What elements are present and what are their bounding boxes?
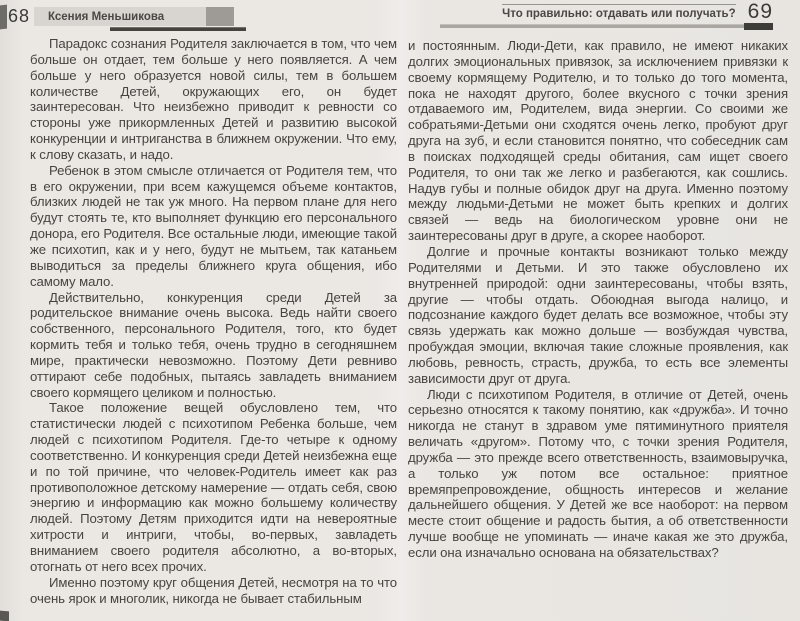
page-left-body [30,36,397,606]
paragraph: и постоянным. Люди-Дети, как правило, не имеют никаких долгих эмоциональных привязок, за исключением привязки к своему кормящему Родителю, и то только до того момента, пока не находят другого, более вкусного с точки зрения отдаваемого им, Родителем, вида энергии. Со своими же собратьями-Детьми они сходятся очень легко, пробуют друг друга на зуб, и если становится понятно, что собеседник сам в поисках подходящей среды обитания, сам ищет своего Родителя, то они так же легко и разбегаются, как сошлись. Надув губы и полные обидок друг на друга. Именно поэтому между людьми-Детьми не может быть крепких и долгих связей — ведь на биологическом уровне они не заинтересованы друг в друге, а скорее наоборот. [408,38,788,244]
paragraph: Действительно, конкуренция среди Детей за родительское внимание очень высока. Ведь найти своего собственного, персонального Родителя, того, кто будет кормить тебя и только тебя, очень трудно в сегодняшнем мире, практически невозможно. Поэтому Дети ревниво оттирают себе подобных, пытаясь завладеть вниманием своего кормящего целиком и полностью. [30,289,397,400]
header-decoration-block-right [744,23,773,30]
paragraph: Такое положение вещей обусловлено тем, что статистически людей с психотипом Ребенка больше, чем людей с психотипом Родителя. Где-то четыре к одному соответственно. И конкуренция среди Детей неизбежна еще и по той причине, что человек-Родитель имеет как раз противоположное детскому намерение — отдать себя, свою энергию и информацию как можно большему количеству людей. Поэтому Детям приходится идти на невероятные хитрости и интриги, чтобы, во-первых, завладеть вниманием своего родителя абсолютно, а во-вторых, отогнать от него всех прочих. [30,400,397,574]
page-right-header [440,0,773,28]
page-edge-shadow-bottom [0,611,9,621]
paragraph: Долгие и прочные контакты возникают только между Родителями и Детьми. И это также обусловлено их внутренней природой: одни заинтересованы, чтобы взять, другие — чтобы отдать. Обоюдная выгода налицо, и подсознание каждого будет делать все возможное, чтобы эту связь удержать как можно дольше — возбуждая чувства, пробуждая эмоции, включая такие сложные проявления, как любовь, ревность, страсть, дружба, то есть все элементы зависимости друг от друга. [408,243,788,386]
running-head-right: Что правильно: отдавать или получать? [502,4,735,22]
header-decoration-block-left [206,7,234,26]
page-number-left: 68 [8,6,31,26]
paragraph: Именно поэтому круг общения Детей, несмотря на то что очень ярок и многолик, никогда не бывает стабильным [30,574,397,606]
header-rule-right [440,24,773,28]
page-edge-shadow-top [0,5,7,30]
page-number-right: 69 [747,0,773,23]
running-head-left [34,7,206,26]
header-rule-left [110,27,246,31]
paragraph: Ребенок в этом смысле отличается от Родителя тем, что в его окружении, при всем кажущемся объеме контактов, близких людей не так уж много. На первом плане для него будут стоять те, кто выполняет функцию его персонального донора, его Родителя. Все остальные люди, имеющие такой же психотип, как и у него, будут не мытьем, так катаньем выводиться за пределы ближнего круга общения, ибо самому мало. [30,162,397,289]
paragraph: Люди с психотипом Родителя, в отличие от Детей, очень серьезно относятся к такому понятию, как «дружба». И точно никогда не станут в здравом уме пятиминутного приятеля величать «другом». Потому что, с точки зрения Родителя, дружба — это прежде всего ответственность, взаимовыручка, а только уж потом все остальное: приятное времяпрепровождение, общность интересов и желание дальнейшего общения. У Детей же все наоборот: на первом месте стоит общение и радость бытия, а об ответственности лучше вообще не упоминать — иначе какая же это дружба, если она изначально основана на обязательствах? [408,386,788,560]
paragraph: Парадокс сознания Родителя заключается в том, что чем больше он отдает, тем больше у него появляется. А чем больше у него образуется новой силы, тем в большем количестве Детей, окружающих его, он будет заинтересован. Что неизбежно приводит к ревности со стороны уже прикормленных Детей и развитию высокой конкуренции и интриганства в ближнем окружении. Что ему, к слову сказать, и надо. [30,36,397,162]
running-head-left-label: Ксения Меньшикова [48,10,165,23]
page-right-body [408,38,788,561]
